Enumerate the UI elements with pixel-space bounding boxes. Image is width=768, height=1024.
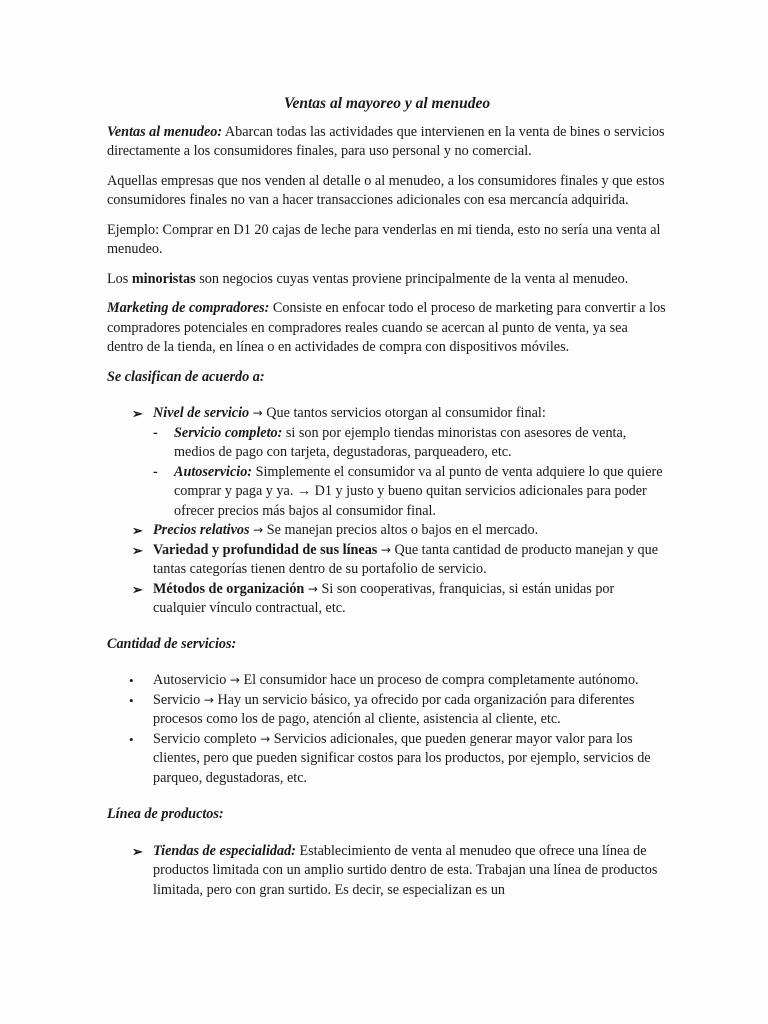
right-arrow-icon: →	[203, 692, 214, 707]
dash-bullet: -	[153, 463, 158, 480]
sub-list	[153, 424, 667, 522]
term-ventas-menudeo: Ventas al menudeo:	[107, 123, 223, 140]
document-body	[107, 94, 667, 916]
list-item: ➢ Nivel de servicio → Que tantos servicios otorgan al consumidor final: - Servicio completo: si son por ejemplo tiendas minoristas con asesores de venta, medios de pago con tarjeta, degustadoras, parqueadero, etc. - Autoservicio: Simplemente el consumidor va al punto de venta adquiere lo que quiere comprar y paga y ya. → D1 y justo y bueno quitan servicios adicionales para poder ofrecer precios más bajos al consumidor final.	[107, 404, 667, 521]
paragraph-ventas-menudeo	[107, 123, 667, 162]
right-arrow-icon: →	[229, 673, 240, 687]
dash-bullet: -	[153, 424, 158, 441]
term-marketing-compradores: Marketing de compradores:	[107, 300, 270, 316]
products-list	[107, 842, 667, 901]
right-arrow-icon: →	[380, 542, 391, 557]
list-item: • Servicio completo → Servicios adicionales, que pueden generar mayor valor para los clientes, pero que pueden significar costos para los productos, por ejemplo, servicios de parqueo, degustadoras, etc.	[129, 730, 651, 786]
sub-list-item: - Servicio completo: si son por ejemplo tiendas minoristas con asesores de venta, medios de pago con tarjeta, degustadoras, parqueadero, etc.	[153, 424, 627, 460]
arrowhead-bullet-icon: ➢	[132, 542, 143, 558]
right-arrow-icon: →	[260, 731, 271, 746]
bullet-dot-icon: •	[129, 731, 134, 747]
list-item: ➢ Variedad y profundidad de sus líneas → Que tanta cantidad de producto manejan y que tantas categorías tienen dentro de su portafolio de servicio.	[132, 541, 659, 577]
right-arrow-icon: →	[307, 581, 318, 596]
list-item: • Servicio → Hay un servicio básico, ya ofrecido por cada organización para diferentes procesos como los de pago, atención al cliente, asistencia al cliente, etc.	[129, 691, 635, 727]
term-minoristas: minoristas	[131, 270, 196, 287]
list-item: ➢ Precios relativos → Se manejan precios altos o bajos en el mercado.	[107, 521, 667, 541]
classification-list	[107, 404, 667, 619]
list-item: • Autoservicio → El consumidor hace un proceso de compra completamente autónomo.	[107, 671, 667, 691]
heading-cantidad-servicios: Cantidad de servicios:	[107, 635, 237, 652]
right-arrow-icon: →	[253, 523, 264, 537]
arrowhead-bullet-icon: ➢	[132, 523, 143, 538]
arrowhead-bullet-icon: ➢	[132, 406, 143, 421]
list-item: ➢ Métodos de organización → Si son cooperativas, franquicias, si están unidas por cualquier vínculo contractual, etc.	[132, 580, 615, 616]
paragraph-minoristas: Los minoristas son negocios cuyas ventas proviene principalmente de la venta al menudeo.	[107, 270, 629, 287]
arrowhead-bullet-icon: ➢	[132, 581, 143, 597]
services-list	[107, 671, 667, 788]
list-item: ➢ Tiendas de especialidad: Establecimiento de venta al menudeo que ofrece una línea de productos limitada con un amplio surtido dentro de esta. Trabajan una línea de productos limitada, pero con gran surtido. Es decir, se especializan es un	[132, 842, 658, 898]
right-arrow-icon: →	[252, 406, 263, 420]
paragraph-marketing-compradores: Marketing de compradores: Consiste en enfocar todo el proceso de marketing para convertir a los compradores potenciales en compradores reales cuando se acercan al punto de venta, ya sea dentro de la tienda, en línea o en actividades de compra con dispositivos móviles.	[107, 300, 666, 355]
sub-list-item: - Autoservicio: Simplemente el consumidor va al punto de venta adquiere lo que quiere comprar y paga y ya. → D1 y justo y bueno quitan servicios adicionales para poder ofrecer precios más bajos al consumidor final.	[153, 463, 663, 519]
arrowhead-bullet-icon: ➢	[132, 843, 143, 859]
bullet-dot-icon: •	[129, 692, 134, 708]
paragraph-empresas: Aquellas empresas que nos venden al detalle o al menudeo, a los consumidores finales y que estos consumidores finales no van a hacer transacciones adicionales con esa mercancía adquirida.	[107, 172, 665, 208]
paragraph-ejemplo: Ejemplo: Comprar en D1 20 cajas de leche para venderlas en mi tienda, esto no sería una venta al menudeo.	[107, 221, 661, 257]
document-title: Ventas al mayoreo y al menudeo	[283, 95, 491, 112]
definition-ventas-menudeo: Abarcan todas las actividades que intervienen en la venta de bines o servicios directamente a los consumidores finales, para uso personal y no comercial.	[107, 123, 665, 159]
heading-linea-productos: Línea de productos:	[107, 806, 224, 822]
heading-clasificacion: Se clasifican de acuerdo a:	[107, 368, 265, 385]
bullet-dot-icon: •	[129, 673, 134, 688]
